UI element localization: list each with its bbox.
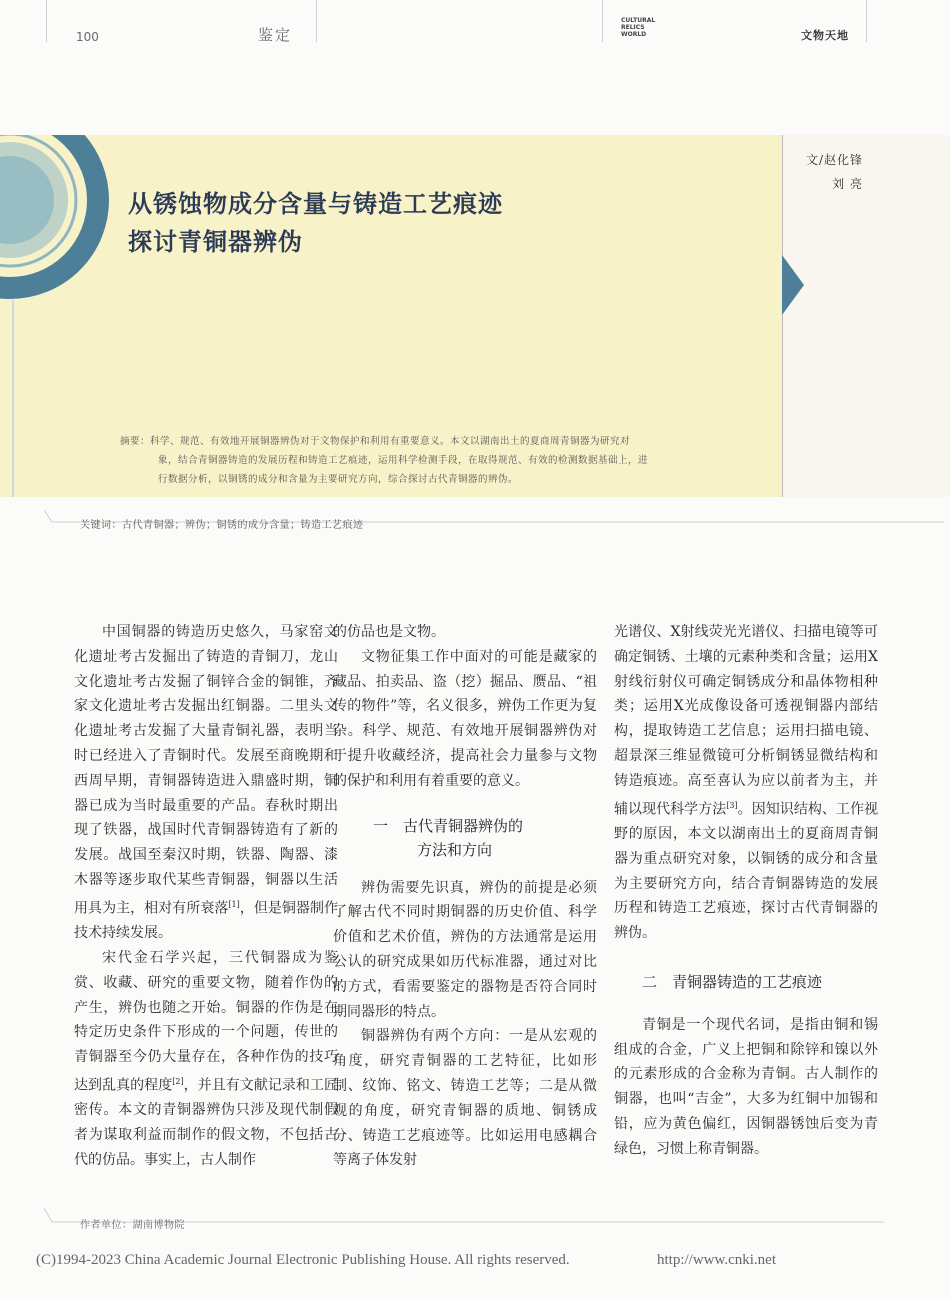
section-heading-1: 一 古代青铜器辨伪的 方法和方向 [373, 816, 524, 859]
author-affiliation: 作者单位：湖南博物院 [80, 1220, 185, 1231]
magazine-english-logo: CULTURAL RELICS WORLD [621, 17, 656, 38]
reference-mark: [1] [228, 899, 240, 909]
reference-mark: [2] [172, 1077, 184, 1086]
decorative-line [12, 300, 14, 497]
body-column-1 [74, 620, 338, 1173]
copyright-notice: (C)1994-2023 China Academic Journal Electronic Publishing House. All rights reserved. [36, 1252, 570, 1268]
triangle-arrow-icon [782, 255, 806, 315]
section-title: 鉴定 [258, 26, 293, 44]
decorative-circle-icon [0, 135, 140, 335]
paragraph: 宋代金石学兴起，三代铜器成为鉴赏、收藏、研究的重要文物，随着作伪的产生，辨伪也随之开始。铜器的作伪是在特定历史条件下形成的一个问题，传世的青铜器至今仍大量存在，各种作伪的技巧达到乱真的程度[2]，并且有文献记录和工匠密传。本文的青铜器辨伪只涉及现代制假者为谋取利益而制作的假文物，不包括古代的仿品。事实上，古人制作 [74, 950, 339, 1169]
paragraph: 中国铜器的铸造历史悠久，马家窑文化遗址考古发掘出了铸造的青铜刀，龙山文化遗址考古发掘了铜锌合金的铜锥，齐家文化遗址考古发掘出红铜器。二里头文化遗址考古发掘了大量青铜礼器，表明当时已经进入了青铜时代。发展至商晚期和西周早期，青铜器铸造进入鼎盛时期，铜器已成为当时最重要的产品。春秋时期出现了铁器，战国时代青铜器铸造有了新的发展。战国至秦汉时期，铁器、陶器、漆木器等逐步取代某些青铜器，铜器以生活用具为主，相对有所衰落[1]，但是铜器制作技术持续发展。 [74, 624, 339, 942]
header-rule [602, 0, 603, 42]
paragraph: 光谱仪、X射线荧光光谱仪、扫描电镜等可确定铜锈、土壤的元素种类和含量；运用X射线衍射仪可确定铜锈成分和晶体物相种类；运用X光成像设备可透视铜器内部结构，提取铸造工艺信息；运用扫描电镜、超景深三维显微镜可分析铜锈显微结构和铸造痕迹。高至喜认为应以前者为主，并辅以现代科学方法[3]。因知识结构、工作视野的原因，本文以湖南出土的夏商周青铜器为重点研究对象，以铜锈的成分和含量为主要研究方向，结合青铜器铸造的发展历程和铸造工艺痕迹，探讨古代青铜器的辨伪。 [614, 624, 879, 942]
abstract: 摘要：科学、规范、有效地开展铜器辨伪对于文物保护和利用有重要意义。本文以湖南出土的夏商周青铜器为研究对 象，结合青铜器铸造的发展历程和铸造工艺痕迹，运用科学检测手段，在取得规范、有效的检测数据基础上，进 行数据分析，以铜锈的成分和含量为主要研究方向，综合探讨古代青铜器的辨伪。 [120, 436, 649, 485]
source-url: http://www.cnki.net [657, 1252, 777, 1268]
paragraph: 文物征集工作中面对的可能是藏家的藏品、拍卖品、盗（挖）掘品、赝品、“祖传的物件”等，名义很多，辨伪工作更为复杂。科学、规范、有效地开展铜器辨伪对于提升收藏经济，提高社会力量参与文物的保护和利用有着重要的意义。 [333, 648, 597, 789]
paragraph: 铜器辨伪有两个方向：一是从宏观的角度，研究青铜器的工艺特征，比如形制、纹饰、铭文、铸造工艺等；二是从微观的角度，研究青铜器的质地、铜锈成分、铸造工艺痕迹等。比如运用电感耦合等离子体发射 [333, 1028, 597, 1169]
reference-mark: [3] [726, 800, 738, 810]
page-number: 100 [76, 30, 99, 44]
banner-divider [782, 135, 783, 497]
author-secondary: 刘 亮 [832, 177, 863, 191]
body-column-3 [614, 620, 878, 1162]
paragraph: 青铜是一个现代名词，是指由铜和锡组成的合金，广义上把铜和除锌和镍以外的元素形成的合金称为青铜。古人制作的铜器，也叫“吉金”，大多为红铜中加锡和铅，应为黄色偏红，因铜器锈蚀后变为青绿色，习惯上称青铜器。 [614, 1016, 878, 1157]
paragraph: 辨伪需要先识真，辨伪的前提是必须了解古代不同时期铜器的历史价值、科学价值和艺术价值，辨伪的方法通常是运用公认的研究成果如历代标准器，通过对比的方式，看需要鉴定的器物是否符合同时期同器形的特点。 [333, 879, 597, 1020]
keywords: 关键词：古代青铜器；辨伪；铜锈的成分含量；铸造工艺痕迹 [80, 520, 364, 531]
paragraph: 的仿品也是文物。 [333, 624, 445, 640]
author-primary: 文/赵化锋 [805, 153, 863, 167]
header-rule [316, 0, 317, 42]
section-heading-2: 二 青铜器铸造的工艺痕迹 [642, 973, 823, 992]
header-rule [866, 0, 867, 42]
body-column-2 [333, 620, 597, 1173]
article-title: 从锈蚀物成分含量与铸造工艺痕迹 探讨青铜器辨伪 [128, 189, 503, 256]
magazine-title: 文物天地 [801, 29, 849, 42]
header-rule [46, 0, 47, 42]
banner-side-panel [782, 135, 950, 497]
